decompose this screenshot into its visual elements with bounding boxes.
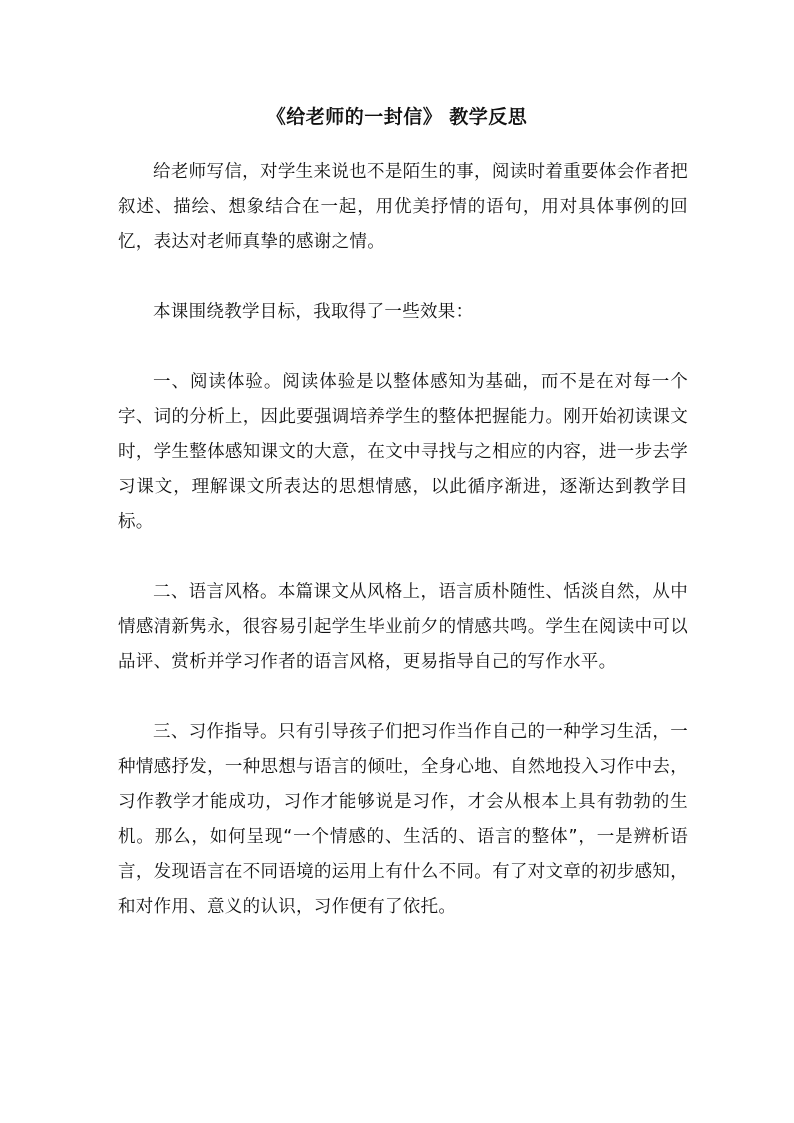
paragraph-writing-guidance: 三、习作指导。只有引导孩子们把习作当作自己的一种学习生活，一种情感抒发，一种思想与语言的倾吐，全身心地、自然地投入习作中去，习作教学才能成功，习作才能够说是习作，才会从根本上具有勃勃的生机。那么，如何呈现“一个情感的、生活的、语言的整体”，一是辨析语言，发现语言在不同语境的运用上有什么不同。有了对文章的初步感知，和对作用、意义的认识，习作便有了依托。 [118,722,688,917]
document-body [118,155,688,925]
paragraph-language-style: 二、语言风格。本篇课文从风格上，语言质朴随性、恬淡自然，从中情感清新隽永，很容易引起学生毕业前夕的情感共鸣。学生在阅读中可以品评、赏析并学习作者的语言风格，更易指导自己的写作水平。 [118,582,688,672]
paragraph-intro: 给老师写信，对学生来说也不是陌生的事，阅读时着重要体会作者把叙述、描绘、想象结合在一起，用优美抒情的语句，用对具体事例的回忆，表达对老师真挚的感谢之情。 [118,162,688,252]
document-title: 《给老师的一封信》 教学反思 [266,106,528,128]
paragraph-reading-experience: 一、阅读体验。阅读体验是以整体感知为基础，而不是在对每一个字、词的分析上，因此要强调培养学生的整体把握能力。刚开始初读课文时，学生整体感知课文的大意，在文中寻找与之相应的内容，进一步去学习课文，理解课文所表达的思想情感，以此循序渐进，逐渐达到教学目标。 [118,372,688,532]
paragraph-summary: 本课围绕教学目标，我取得了一些效果： [153,302,474,322]
